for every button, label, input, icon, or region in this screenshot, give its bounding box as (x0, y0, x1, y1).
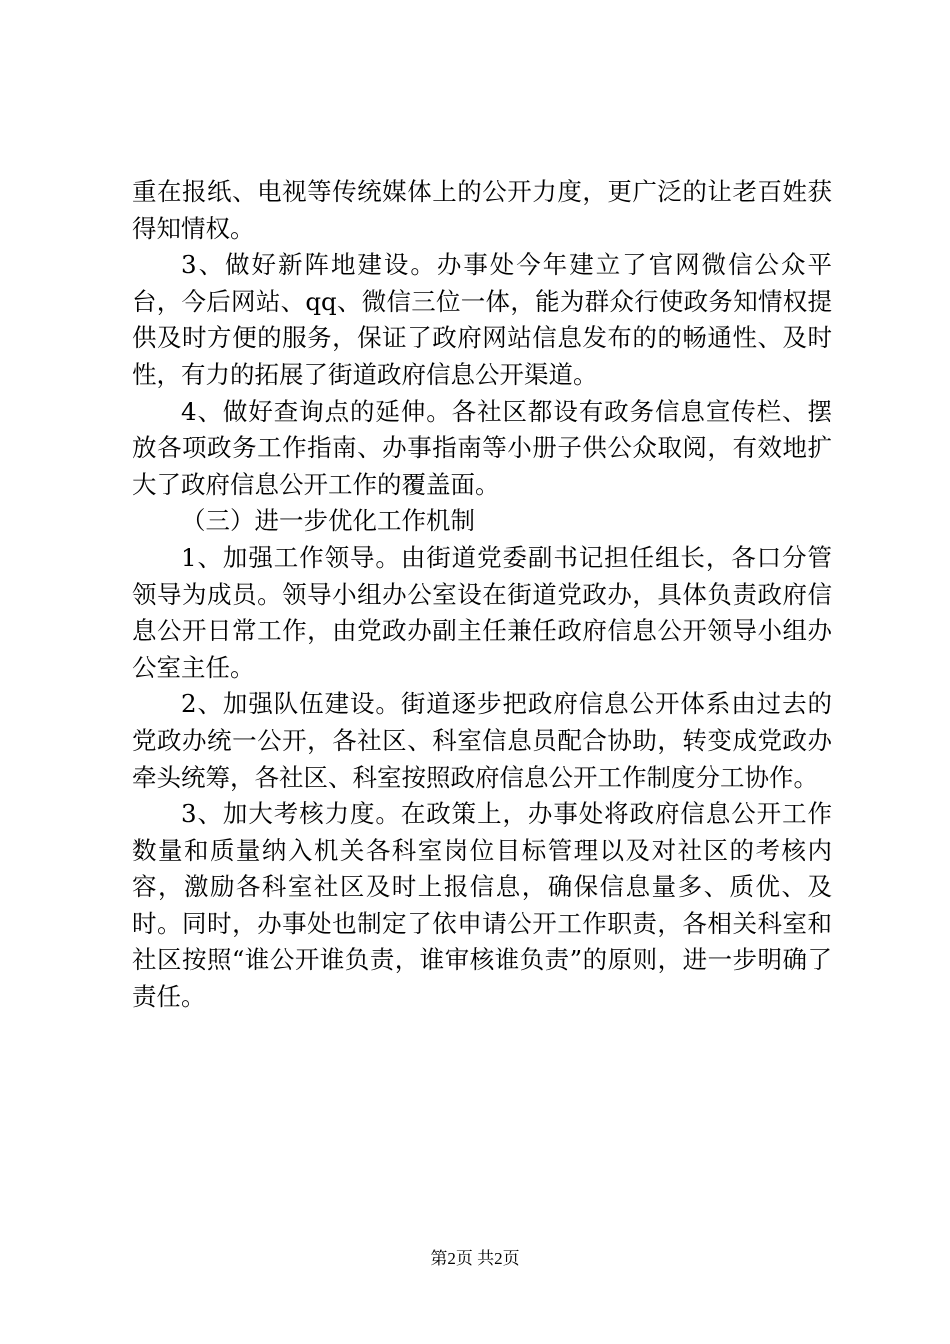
paragraph-mechanism-3: 3、加大考核力度。在政策上，办事处将政府信息公开工作数量和质量纳入机关各科室岗位目标管理以及对社区的考核内容，激励各科室社区及时上报信息，确保信息量多、质优、及时。同时，办事处也制定了依申请公开工作职责，各相关科室和社区按照“谁公开谁负责，谁审核谁负责”的原则，进一步明确了责任。 (132, 799, 832, 1012)
page-footer (0, 1244, 950, 1269)
page-number-label: 第2页 共2页 (430, 1249, 520, 1268)
paragraph-continuation: 重在报纸、电视等传统媒体上的公开力度，更广泛的让老百姓获得知情权。 (132, 177, 832, 243)
paragraph-mechanism-2: 2、加强队伍建设。街道逐步把政府信息公开体系由过去的党政办统一公开，各社区、科室信息员配合协助，转变成党政办牵头统筹，各社区、科室按照政府信息公开工作制度分工协作。 (132, 689, 832, 792)
section-heading-3: （三）进一步优化工作机制 (181, 506, 475, 536)
document-body (132, 174, 832, 1016)
paragraph-mechanism-1: 1、加强工作领导。由街道党委副书记担任组长，各口分管领导为成员。领导小组办公室设在街道党政办，具体负责政府信息公开日常工作，由党政办副主任兼任政府信息公开领导小组办公室主任。 (132, 542, 832, 682)
paragraph-item-3: 3、做好新阵地建设。办事处今年建立了官网微信公众平台，今后网站、qq、微信三位一体，能为群众行使政务知情权提供及时方便的服务，保证了政府网站信息发布的的畅通性、及时性，有力的拓展了街道政府信息公开渠道。 (132, 250, 832, 389)
paragraph-item-4: 4、做好查询点的延伸。各社区都设有政务信息宣传栏、摆放各项政务工作指南、办事指南等小册子供公众取阅，有效地扩大了政府信息公开工作的覆盖面。 (132, 396, 832, 499)
